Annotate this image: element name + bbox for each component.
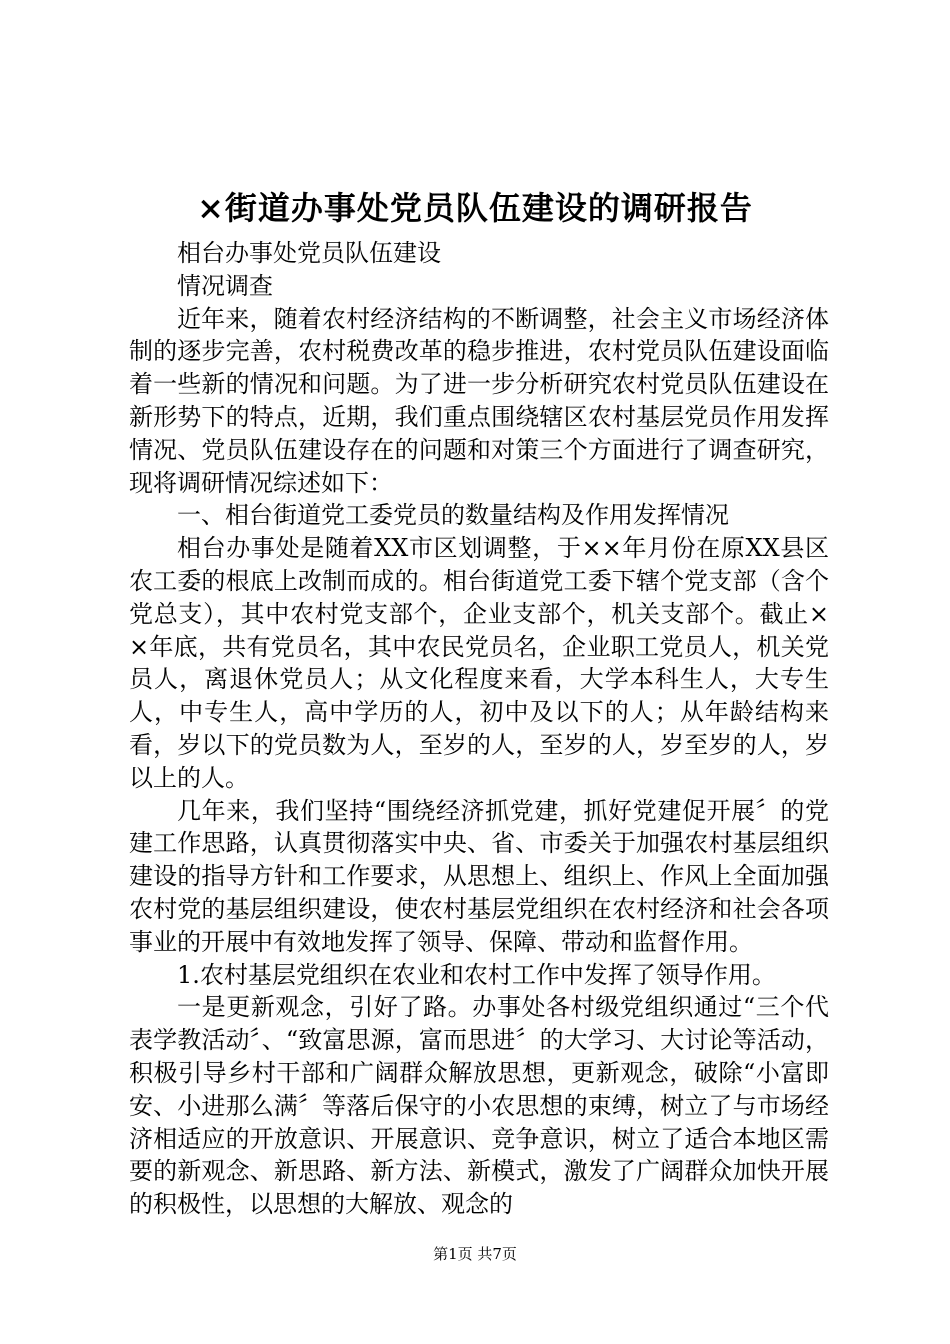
document-body — [129, 237, 829, 1221]
subsection-heading-1: 1.农村基层党组织在农业和农村工作中发挥了领导作用。 — [177, 960, 776, 989]
document-title: ×街道办事处党员队伍建设的调研报告 — [197, 189, 753, 227]
paragraph-structure: 相台办事处是随着XX市区划调整，于××年月份在原XX县区农工委的根底上改制而成的。相台街道党工委下辖个党支部（含个党总支），其中农村党支部个，企业支部个，机关支部个。截止××年底，共有党员名，其中农民党员名，企业职工党员人，机关党员人，离退休党员人；从文化程度来看，大学本科生人，大专生人，中专生人，高中学历的人，初中及以下的人；从年龄结构来看，岁以下的党员数为人，至岁的人，至岁的人，岁至岁的人，岁以上的人。 — [129, 534, 829, 792]
paragraph-subtitle-2: 情况调查 — [177, 271, 273, 300]
paragraph-intro: 近年来，随着农村经济结构的不断调整，社会主义市场经济体制的逐步完善，农村税费改革的稳步推进，农村党员队伍建设面临着一些新的情况和问题。为了进一步分析研究农村党员队伍建设在新形势下的特点，近期，我们重点围绕辖区农村基层党员作用发挥情况、党员队伍建设存在的问题和对策三个方面进行了调查研究，现将调研情况综述如下： — [129, 304, 829, 497]
page-number-footer: 第1页 共7页 — [433, 1245, 517, 1263]
paragraph-first-point: 一是更新观念，引好了路。办事处各村级党组织通过“三个代表学教活动〞、“致富思源，富而思进〞的大学习、大讨论等活动，积极引导乡村干部和广阔群众解放思想，更新观念，破除“小富即安、小进那么满〞等落后保守的小农思想的束缚，树立了与市场经济相适应的开放意识、开展意识、竞争意识，树立了适合本地区需要的新观念、新思路、新方法、新模式，激发了广阔群众加快开展的积极性，以思想的大解放、观念的 — [129, 993, 829, 1219]
paragraph-subtitle-1: 相台办事处党员队伍建设 — [177, 239, 441, 267]
section-heading-1: 一、相台街道党工委党员的数量结构及作用发挥情况 — [177, 501, 729, 530]
paragraph-work-approach: 几年来，我们坚持“围绕经济抓党建，抓好党建促开展〞的党建工作思路，认真贯彻落实中央、省、市委关于加强农村基层组织建设的指导方针和工作要求，从思想上、组织上、作风上全面加强农村党的基层组织建设，使农村基层党组织在农村经济和社会各项事业的开展中有效地发挥了领导、保障、带动和监督作用。 — [129, 796, 829, 956]
